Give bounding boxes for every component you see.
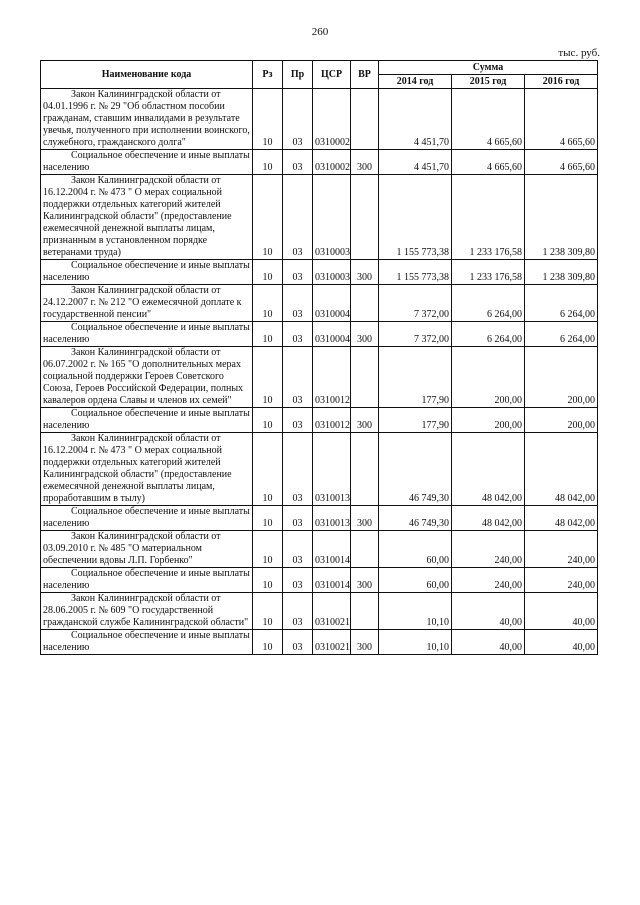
row-name: Социальное обеспечение и иные выплаты населению [41, 322, 253, 347]
row-rz: 10 [253, 506, 283, 531]
table-row [41, 322, 598, 347]
row-2014: 7 372,00 [379, 285, 452, 322]
row-2014: 177,90 [379, 347, 452, 408]
row-rz: 10 [253, 150, 283, 175]
row-name: Социальное обеспечение и иные выплаты населению [41, 568, 253, 593]
header-pr: Пр [283, 61, 313, 89]
row-2015: 1 233 176,58 [452, 175, 525, 260]
row-csr: 0310021 [313, 630, 351, 655]
row-2015: 48 042,00 [452, 506, 525, 531]
row-name: Закон Калининградской области от 28.06.2005 г. № 609 "О государственной гражданской службе Калининградской области" [41, 593, 253, 630]
row-pr: 03 [283, 175, 313, 260]
budget-table [40, 60, 598, 655]
row-2015: 1 233 176,58 [452, 260, 525, 285]
table-row [41, 433, 598, 506]
row-csr: 0310003 [313, 175, 351, 260]
table-row [41, 568, 598, 593]
row-vr: 300 [351, 568, 379, 593]
row-2014: 10,10 [379, 593, 452, 630]
row-rz: 10 [253, 568, 283, 593]
row-2015: 40,00 [452, 630, 525, 655]
row-2016: 4 665,60 [525, 89, 598, 150]
units-label: тыс. руб. [558, 47, 600, 59]
header-sum: Сумма [379, 61, 598, 75]
row-2015: 4 665,60 [452, 89, 525, 150]
header-csr: ЦСР [313, 61, 351, 89]
row-name: Социальное обеспечение и иные выплаты населению [41, 506, 253, 531]
row-pr: 03 [283, 408, 313, 433]
row-2016: 240,00 [525, 531, 598, 568]
row-2015: 40,00 [452, 593, 525, 630]
row-name: Социальное обеспечение и иные выплаты населению [41, 408, 253, 433]
row-name: Закон Калининградской области от 06.07.2002 г. № 165 "О дополнительных мерах социальной поддержки Героев Советского Союза, Героев Российской Федерации, полных кавалеров ордена Славы и членов их семей" [41, 347, 253, 408]
row-2015: 6 264,00 [452, 285, 525, 322]
row-rz: 10 [253, 175, 283, 260]
row-pr: 03 [283, 322, 313, 347]
row-2015: 48 042,00 [452, 433, 525, 506]
row-csr: 0310002 [313, 150, 351, 175]
row-vr: 300 [351, 506, 379, 531]
row-pr: 03 [283, 593, 313, 630]
row-vr [351, 433, 379, 506]
row-2015: 4 665,60 [452, 150, 525, 175]
row-csr: 0310012 [313, 408, 351, 433]
header-rz: Рз [253, 61, 283, 89]
row-name: Социальное обеспечение и иные выплаты населению [41, 260, 253, 285]
row-2016: 6 264,00 [525, 285, 598, 322]
row-csr: 0310012 [313, 347, 351, 408]
table-row [41, 285, 598, 322]
row-rz: 10 [253, 433, 283, 506]
header-2015: 2015 год [452, 75, 525, 89]
row-2016: 200,00 [525, 347, 598, 408]
row-2016: 4 665,60 [525, 150, 598, 175]
row-pr: 03 [283, 433, 313, 506]
table-row [41, 506, 598, 531]
row-pr: 03 [283, 630, 313, 655]
row-csr: 0310013 [313, 433, 351, 506]
row-2014: 60,00 [379, 531, 452, 568]
table-row [41, 593, 598, 630]
row-vr [351, 175, 379, 260]
page-number: 260 [311, 26, 329, 38]
row-name: Закон Калининградской области от 16.12.2004 г. № 473 " О мерах социальной поддержки отдельных категорий жителей Калининградской области" (предоставление ежемесячной денежной выплаты лицам, проработавшим в тылу) [41, 433, 253, 506]
row-csr: 0310004 [313, 322, 351, 347]
row-csr: 0310003 [313, 260, 351, 285]
row-2015: 240,00 [452, 568, 525, 593]
row-csr: 0310014 [313, 531, 351, 568]
row-csr: 0310002 [313, 89, 351, 150]
row-2015: 200,00 [452, 347, 525, 408]
row-2015: 6 264,00 [452, 322, 525, 347]
table-row [41, 260, 598, 285]
row-name: Закон Калининградской области от 04.01.1996 г. № 29 "Об областном пособии гражданам, ставшим инвалидами в результате увечья, полученного при исполнении воинского, служебного, гражданского долга" [41, 89, 253, 150]
table-row [41, 531, 598, 568]
row-name: Социальное обеспечение и иные выплаты населению [41, 150, 253, 175]
row-name: Закон Калининградской области от 03.09.2010 г. № 485 "О материальном обеспечении вдовы Л.П. Горбенко" [41, 531, 253, 568]
row-rz: 10 [253, 408, 283, 433]
row-vr [351, 285, 379, 322]
row-2016: 40,00 [525, 593, 598, 630]
row-vr: 300 [351, 322, 379, 347]
row-pr: 03 [283, 89, 313, 150]
row-vr [351, 593, 379, 630]
row-rz: 10 [253, 260, 283, 285]
row-pr: 03 [283, 568, 313, 593]
row-vr [351, 89, 379, 150]
row-csr: 0310021 [313, 593, 351, 630]
table-row [41, 89, 598, 150]
table-row [41, 630, 598, 655]
row-2016: 48 042,00 [525, 433, 598, 506]
row-2016: 1 238 309,80 [525, 260, 598, 285]
row-vr [351, 531, 379, 568]
row-vr: 300 [351, 630, 379, 655]
row-name: Закон Калининградской области от 24.12.2007 г. № 212 "О ежемесячной доплате к государственной пенсии" [41, 285, 253, 322]
row-rz: 10 [253, 630, 283, 655]
row-pr: 03 [283, 506, 313, 531]
row-2014: 7 372,00 [379, 322, 452, 347]
row-rz: 10 [253, 531, 283, 568]
row-pr: 03 [283, 347, 313, 408]
header-2014: 2014 год [379, 75, 452, 89]
row-2014: 4 451,70 [379, 150, 452, 175]
row-csr: 0310013 [313, 506, 351, 531]
row-vr: 300 [351, 408, 379, 433]
row-2014: 46 749,30 [379, 433, 452, 506]
row-2016: 1 238 309,80 [525, 175, 598, 260]
row-pr: 03 [283, 150, 313, 175]
row-csr: 0310004 [313, 285, 351, 322]
row-2014: 60,00 [379, 568, 452, 593]
row-vr: 300 [351, 260, 379, 285]
header-vr: ВР [351, 61, 379, 89]
row-pr: 03 [283, 531, 313, 568]
table-row [41, 150, 598, 175]
table-row [41, 408, 598, 433]
row-2015: 200,00 [452, 408, 525, 433]
row-2014: 46 749,30 [379, 506, 452, 531]
row-2016: 48 042,00 [525, 506, 598, 531]
row-csr: 0310014 [313, 568, 351, 593]
row-rz: 10 [253, 322, 283, 347]
row-2014: 10,10 [379, 630, 452, 655]
row-pr: 03 [283, 285, 313, 322]
row-2014: 177,90 [379, 408, 452, 433]
row-rz: 10 [253, 285, 283, 322]
header-2016: 2016 год [525, 75, 598, 89]
row-rz: 10 [253, 347, 283, 408]
row-2014: 1 155 773,38 [379, 260, 452, 285]
row-2015: 240,00 [452, 531, 525, 568]
row-2016: 200,00 [525, 408, 598, 433]
row-name: Закон Калининградской области от 16.12.2004 г. № 473 " О мерах социальной поддержки отдельных категорий жителей Калининградской области" (предоставление ежемесячной денежной выплаты лицам, признанным в установленном порядке ветеранами труда) [41, 175, 253, 260]
row-pr: 03 [283, 260, 313, 285]
row-rz: 10 [253, 593, 283, 630]
row-rz: 10 [253, 89, 283, 150]
row-name: Социальное обеспечение и иные выплаты населению [41, 630, 253, 655]
table-body [41, 89, 598, 655]
row-2016: 6 264,00 [525, 322, 598, 347]
table-row [41, 175, 598, 260]
row-vr [351, 347, 379, 408]
row-2014: 1 155 773,38 [379, 175, 452, 260]
row-vr: 300 [351, 150, 379, 175]
table-row [41, 347, 598, 408]
row-2016: 240,00 [525, 568, 598, 593]
row-2016: 40,00 [525, 630, 598, 655]
row-2014: 4 451,70 [379, 89, 452, 150]
header-name: Наименование кода [41, 61, 253, 89]
